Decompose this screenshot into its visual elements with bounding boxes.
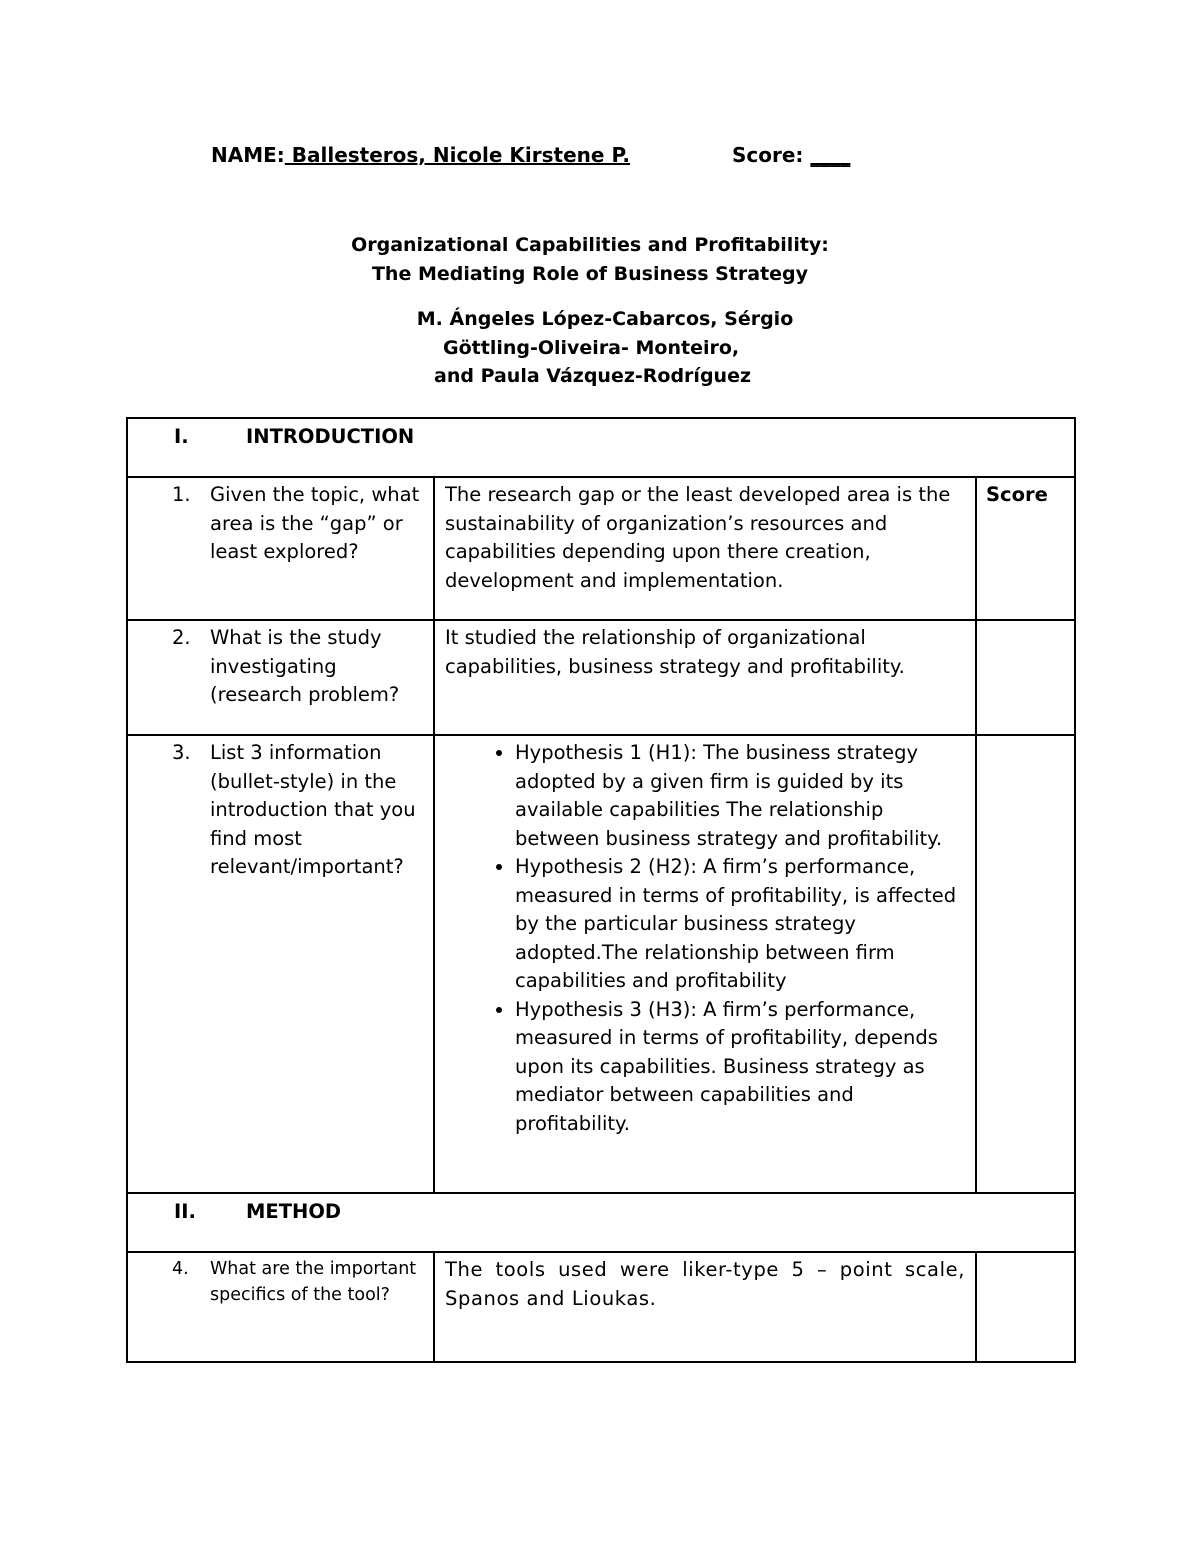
question-text: What is the study investigating (research problem? [210, 626, 400, 706]
section-heading-introduction [128, 419, 1074, 452]
section-title: INTRODUCTION [246, 425, 415, 448]
question-number: 4. [172, 1259, 189, 1279]
question-row-4 [127, 1252, 1075, 1362]
hypothesis-bullet: • Hypothesis 2 (H2): A firm’s performance, measured in terms of profitability, is affected by the particular business strategy adopted.The relationship between firm capabilities and profitability [515, 853, 965, 996]
question-1 [172, 481, 425, 567]
score-cell-2[interactable] [976, 620, 1075, 735]
hypothesis-bullet: • Hypothesis 3 (H3): A firm’s performance, measured in terms of profitability, depends upon its capabilities. Business strategy as mediator between capabilities and profitability. [515, 996, 965, 1139]
score-cell-3[interactable] [976, 735, 1075, 1193]
authors-line-1: M. Ángeles López-Cabarcos, Sérgio [416, 308, 794, 330]
score-blank: ____ [810, 143, 851, 167]
question-2 [172, 624, 425, 710]
score-cell-4[interactable] [976, 1252, 1075, 1362]
section-row-introduction [127, 418, 1075, 477]
name-line [211, 143, 630, 167]
worksheet-table [126, 417, 1076, 1363]
paper-title-line-2: The Mediating Role of Business Strategy [371, 263, 809, 285]
question-number: 2. [172, 626, 191, 649]
paper-title [0, 231, 1180, 289]
section-title: METHOD [246, 1200, 342, 1223]
question-4 [172, 1256, 425, 1308]
section-row-method [127, 1193, 1075, 1252]
question-row-3 [127, 735, 1075, 1193]
authors-line-3: and Paula Vázquez-Rodríguez [434, 365, 752, 387]
section-number: II. [174, 1200, 196, 1223]
question-number: 1. [172, 483, 191, 506]
score-line [732, 143, 850, 167]
name-value: Ballesteros, Nicole Kirstene P. [284, 143, 631, 167]
score-label: Score: [732, 143, 804, 167]
hypothesis-list [445, 739, 965, 1138]
authors-line-2: Göttling-Oliveira- Monteiro, [443, 337, 740, 359]
paper-title-line-1: Organizational Capabilities and Profitability: [351, 234, 829, 256]
section-number: I. [174, 425, 189, 448]
hypothesis-bullet: • Hypothesis 1 (H1): The business strategy adopted by a given firm is guided by its available capabilities The relationship between business strategy and profitability. [515, 739, 965, 853]
question-text: Given the topic, what area is the “gap” or least explored? [210, 483, 420, 563]
answer-1: The research gap or the least developed area is the sustainability of organization’s resources and capabilities depending upon there creation, development and implementation. [434, 477, 976, 620]
question-number: 3. [172, 741, 191, 764]
question-3 [172, 739, 425, 882]
question-text: List 3 information (bullet-style) in the introduction that you find most relevant/important? [210, 741, 416, 878]
answer-4: The tools used were liker-type 5 – point scale, Spanos and Lioukas. [434, 1252, 976, 1362]
name-label: NAME: [211, 143, 285, 167]
section-heading-method [128, 1194, 1074, 1227]
score-column-header: Score [976, 477, 1075, 620]
question-text: What are the important specifics of the tool? [210, 1259, 417, 1305]
question-row-2 [127, 620, 1075, 735]
answer-2: It studied the relationship of organizational capabilities, business strategy and profitability. [434, 620, 976, 735]
question-row-1 [127, 477, 1075, 620]
